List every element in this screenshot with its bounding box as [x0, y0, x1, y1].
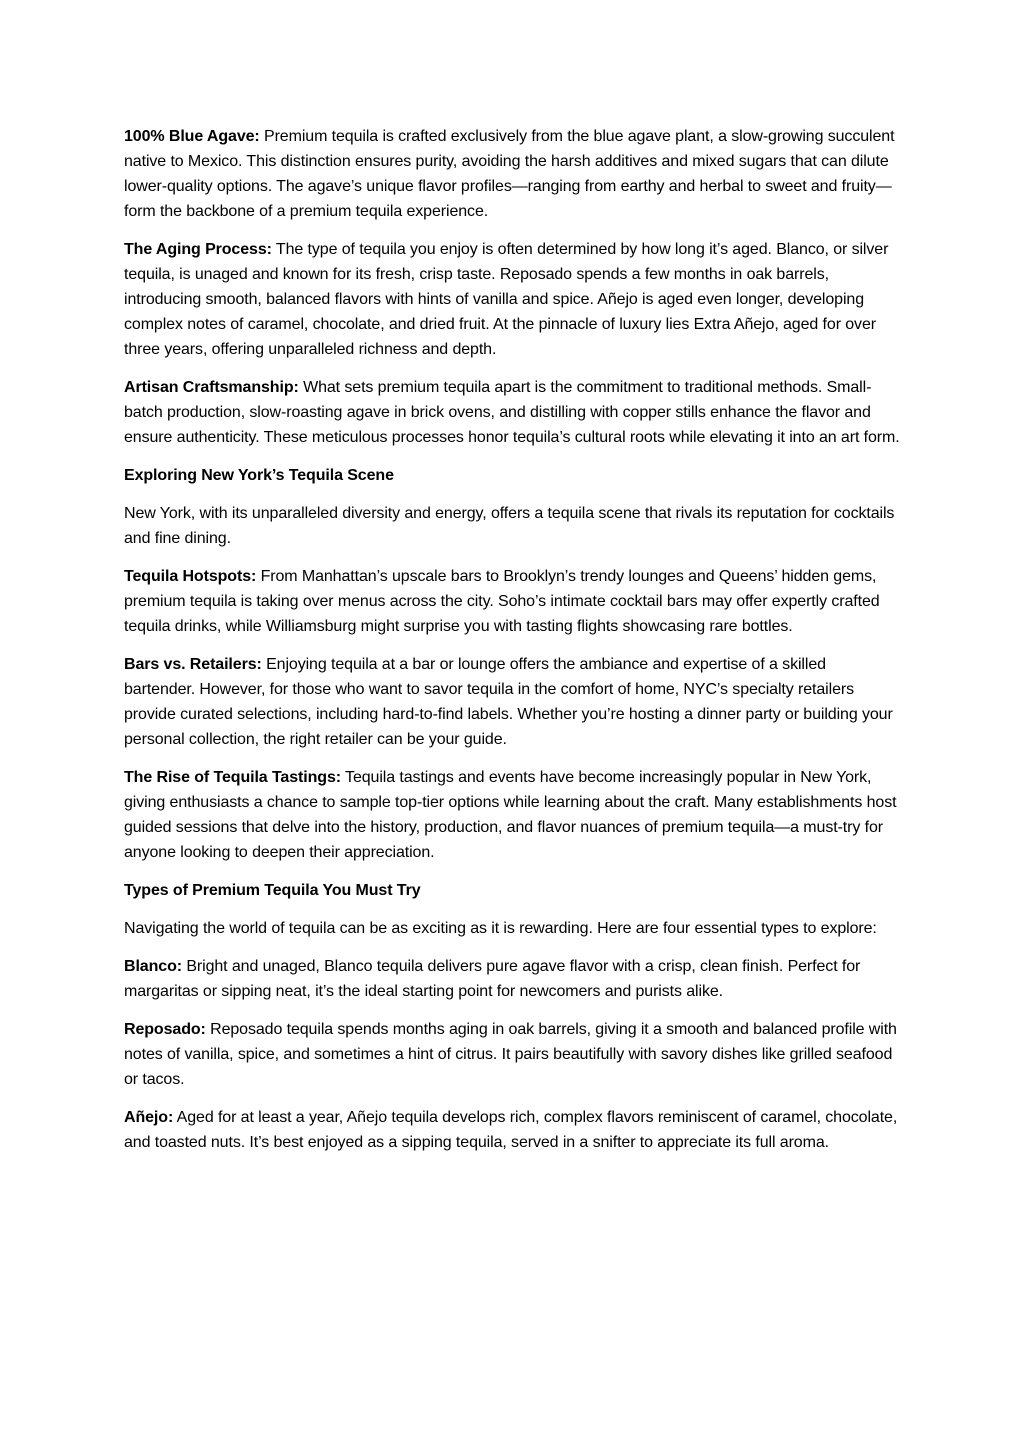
paragraph-aging-process	[124, 237, 900, 362]
paragraph-label: Tequila Hotspots:	[124, 568, 257, 585]
paragraph-text: Enjoying tequila at a bar or lounge offers the ambiance and expertise of a skilled bartender. However, for those who want to savor tequila in the comfort of home, NYC’s specialty retailers provide curated selections, including hard-to-find labels. Whether you’re hosting a dinner party or building your personal collection, the right retailer can be your guide.	[124, 656, 893, 748]
paragraph-text: New York, with its unparalleled diversity and energy, offers a tequila scene that rivals its reputation for cocktails and fine dining.	[124, 505, 895, 547]
paragraph-text: From Manhattan’s upscale bars to Brooklyn’s trendy lounges and Queens’ hidden gems, premium tequila is taking over menus across the city. Soho’s intimate cocktail bars may offer expertly crafted tequila drinks, while Williamsburg might surprise you with tasting flights showcasing rare bottles.	[124, 568, 880, 635]
paragraph-text: What sets premium tequila apart is the commitment to traditional methods. Small-batch production, slow-roasting agave in brick ovens, and distilling with copper stills enhance the flavor and ensure authenticity. These meticulous processes honor tequila’s cultural roots while elevating it into an art form.	[124, 379, 900, 446]
paragraph-text: Aged for at least a year, Añejo tequila develops rich, complex flavors reminiscent of caramel, chocolate, and toasted nuts. It’s best enjoyed as a sipping tequila, served in a snifter to appreciate its full aroma.	[124, 1109, 898, 1151]
paragraph-text: Reposado tequila spends months aging in oak barrels, giving it a smooth and balanced profile with notes of vanilla, spice, and sometimes a hint of citrus. It pairs beautifully with savory dishes like grilled seafood or tacos.	[124, 1021, 897, 1088]
paragraph-blanco	[124, 954, 900, 1004]
paragraph-label: Añejo:	[124, 1109, 174, 1126]
paragraph-tequila-hotspots	[124, 564, 900, 639]
document-page	[124, 124, 900, 1168]
paragraph-blue-agave	[124, 124, 900, 224]
paragraph-ny-intro	[124, 501, 900, 551]
paragraph-text: The type of tequila you enjoy is often determined by how long it’s aged. Blanco, or silver tequila, is unaged and known for its fresh, crisp taste. Reposado spends a few months in oak barrels, introducing smooth, balanced flavors with hints of vanilla and spice. Añejo is aged even longer, developing complex notes of caramel, chocolate, and dried fruit. At the pinnacle of luxury lies Extra Añejo, aged for over three years, offering unparalleled richness and depth.	[124, 241, 889, 358]
paragraph-artisan-craftsmanship	[124, 375, 900, 450]
section-heading-ny-scene: Exploring New York’s Tequila Scene	[124, 467, 394, 484]
paragraph-text: Navigating the world of tequila can be as exciting as it is rewarding. Here are four essential types to explore:	[124, 920, 877, 937]
paragraph-label: The Rise of Tequila Tastings:	[124, 769, 341, 786]
section-heading-types: Types of Premium Tequila You Must Try	[124, 882, 421, 899]
paragraph-types-intro	[124, 916, 900, 941]
paragraph-bars-vs-retailers	[124, 652, 900, 752]
paragraph-label: Reposado:	[124, 1021, 206, 1038]
paragraph-label: Bars vs. Retailers:	[124, 656, 262, 673]
paragraph-text: Bright and unaged, Blanco tequila delivers pure agave flavor with a crisp, clean finish. Perfect for margaritas or sipping neat, it’s the ideal starting point for newcomers and purists alike.	[124, 958, 861, 1000]
paragraph-label: Artisan Craftsmanship:	[124, 379, 299, 396]
paragraph-anejo	[124, 1105, 900, 1155]
paragraph-text: Premium tequila is crafted exclusively from the blue agave plant, a slow-growing succulent native to Mexico. This distinction ensures purity, avoiding the harsh additives and mixed sugars that can dilute lower-quality options. The agave’s unique flavor profiles—ranging from earthy and herbal to sweet and fruity—form the backbone of a premium tequila experience.	[124, 128, 895, 220]
paragraph-rise-of-tastings	[124, 765, 900, 865]
paragraph-text: Tequila tastings and events have become increasingly popular in New York, giving enthusiasts a chance to sample top-tier options while learning about the craft. Many establishments host guided sessions that delve into the history, production, and flavor nuances of premium tequila—a must-try for anyone looking to deepen their appreciation.	[124, 769, 897, 861]
paragraph-label: 100% Blue Agave:	[124, 128, 260, 145]
paragraph-reposado	[124, 1017, 900, 1092]
paragraph-label: Blanco:	[124, 958, 182, 975]
paragraph-label: The Aging Process:	[124, 241, 272, 258]
